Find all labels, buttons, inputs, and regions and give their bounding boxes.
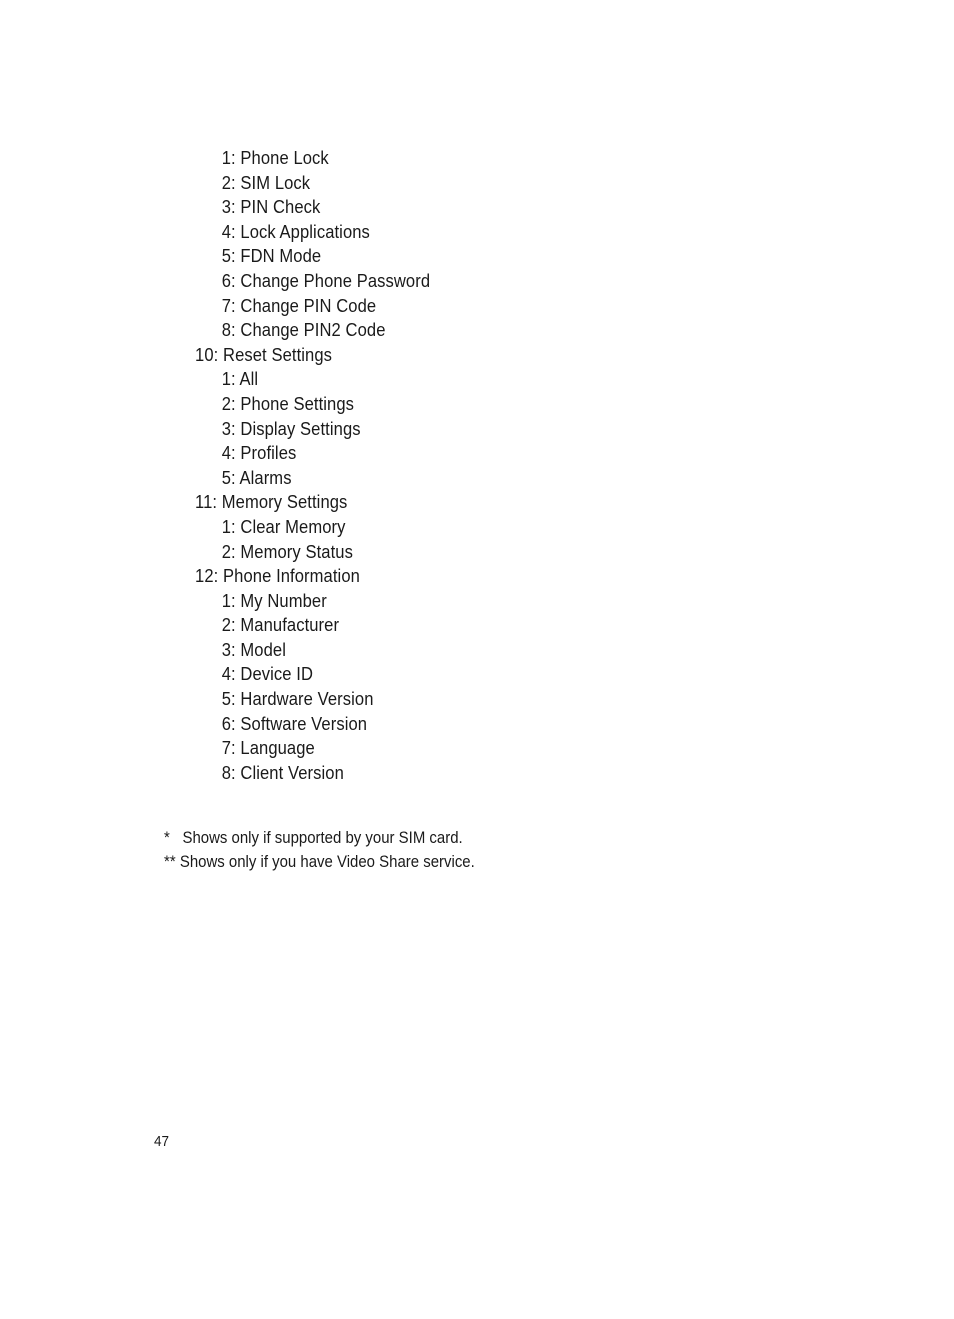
menu-item-device-id: 4: Device ID xyxy=(221,664,314,685)
menu-item-phone-settings: 2: Phone Settings xyxy=(221,393,355,414)
menu-item-software-version: 6: Software Version xyxy=(221,713,368,734)
page-number: 47 xyxy=(154,1133,170,1150)
footnote-marker: ** xyxy=(164,852,176,871)
menu-item-change-pin-code: 7: Change PIN Code xyxy=(221,295,377,316)
menu-item-memory-status: 2: Memory Status xyxy=(221,541,353,562)
menu-item-change-pin2-code: 8: Change PIN2 Code xyxy=(221,320,386,341)
footnote-sim-card xyxy=(164,826,475,850)
menu-section-phone-information: 12: Phone Information xyxy=(195,566,360,587)
menu-item-lock-applications: 4: Lock Applications xyxy=(221,221,370,242)
footnote-video-share xyxy=(164,850,475,874)
menu-item-change-phone-password: 6: Change Phone Password xyxy=(221,270,431,291)
menu-item-display-settings: 3: Display Settings xyxy=(221,418,361,439)
menu-item-client-version: 8: Client Version xyxy=(221,762,344,783)
footnote-text: Shows only if supported by your SIM card. xyxy=(182,828,463,847)
menu-item-my-number: 1: My Number xyxy=(221,590,327,611)
menu-item-manufacturer: 2: Manufacturer xyxy=(221,615,340,636)
footnotes xyxy=(164,826,517,874)
menu-item-hardware-version: 5: Hardware Version xyxy=(221,689,374,710)
menu-item-alarms: 5: Alarms xyxy=(221,467,292,488)
menu-item-clear-memory: 1: Clear Memory xyxy=(221,516,346,537)
menu-item-pin-check: 3: PIN Check xyxy=(221,197,321,218)
menu-section-reset-settings: 10: Reset Settings xyxy=(195,344,333,365)
menu-item-all: 1: All xyxy=(221,369,259,390)
menu-item-sim-lock: 2: SIM Lock xyxy=(221,172,311,193)
menu-item-language: 7: Language xyxy=(221,738,315,759)
footnote-text: Shows only if you have Video Share service. xyxy=(179,852,475,871)
menu-item-model: 3: Model xyxy=(221,639,286,660)
menu-item-profiles: 4: Profiles xyxy=(221,443,297,464)
menu-item-phone-lock: 1: Phone Lock xyxy=(221,148,329,168)
menu-section-memory-settings: 11: Memory Settings xyxy=(195,492,348,513)
footnote-marker: * xyxy=(164,828,170,847)
menu-item-fdn-mode: 5: FDN Mode xyxy=(221,246,322,267)
menu-outline xyxy=(0,146,468,785)
